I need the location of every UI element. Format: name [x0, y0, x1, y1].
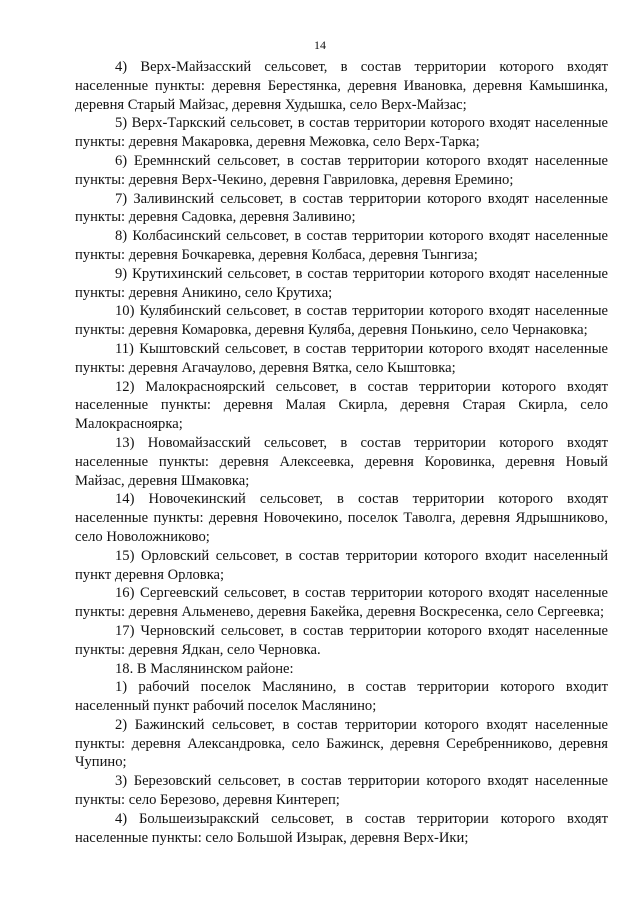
paragraph: 13) Новомайзасский сельсовет, в состав территории которого входят населенные пункты: деревня Алексеевка, деревня Коровинка, деревня Новый Майзас, деревня Шмаковка;	[75, 434, 608, 489]
paragraph: 14) Новочекинский сельсовет, в состав территории которого входят населенные пункты: деревня Новочекино, поселок Таволга, деревня Ядрышниково, село Новоложниково;	[75, 491, 608, 545]
paragraph: 7) Заливинский сельсовет, в состав территории которого входят населенные пункты: деревня Садовка, деревня Заливино;	[75, 190, 608, 226]
section-heading: 18. В Маслянинском районе:	[115, 660, 294, 677]
document-body	[75, 58, 608, 847]
page-number: 14	[314, 38, 326, 52]
paragraph: 17) Черновский сельсовет, в состав территории которого входят населенные пункты: деревня Ядкан, село Черновка.	[75, 622, 608, 658]
paragraph: 9) Крутихинский сельсовет, в состав территории которого входят населенные пункты: деревня Аникино, село Крутиха;	[75, 265, 608, 301]
paragraph: 2) Бажинский сельсовет, в состав территории которого входят населенные пункты: деревня Александровка, село Бажинск, деревня Серебренниково, деревня Чупино;	[75, 716, 608, 771]
paragraph: 4) Большеизыракский сельсовет, в состав территории которого входят населенные пункты: село Большой Изырак, деревня Верх-Ики;	[75, 810, 608, 846]
paragraph: 4) Верх-Майзасский сельсовет, в состав территории которого входят населенные пункты: деревня Берестянка, деревня Ивановка, деревня Камышинка, деревня Старый Майзас, деревня Худышка, село Верх-Майзас;	[75, 59, 608, 113]
paragraph: 1) рабочий поселок Маслянино, в состав территории которого входит населенный пункт рабочий поселок Маслянино;	[75, 679, 608, 715]
paragraph: 16) Сергеевский сельсовет, в состав территории которого входят населенные пункты: деревня Альменево, деревня Бакейка, деревня Воскресенка, село Сергеевка;	[75, 585, 608, 621]
paragraph: 5) Верх-Таркский сельсовет, в состав территории которого входят населенные пункты: деревня Макаровка, деревня Межовка, село Верх-Тарка;	[75, 115, 608, 151]
paragraph: 6) Еремннский сельсовет, в состав территории которого входят населенные пункты: деревня Верх-Чекино, деревня Гавриловка, деревня Еремино;	[75, 152, 608, 188]
paragraph: 15) Орловский сельсовет, в состав территории которого входит населенный пункт деревня Орловка;	[75, 547, 608, 583]
paragraph: 10) Кулябинский сельсовет, в состав территории которого входят населенные пункты: деревня Комаровка, деревня Куляба, деревня Понькино, село Чернаковка;	[75, 303, 608, 339]
paragraph: 8) Колбасинский сельсовет, в состав территории которого входят населенные пункты: деревня Бочкаревка, деревня Колбаса, деревня Тынгиза;	[75, 228, 608, 263]
paragraph: 3) Березовский сельсовет, в состав территории которого входят населенные пункты: село Березово, деревня Кинтереп;	[75, 773, 608, 809]
paragraph: 11) Кыштовский сельсовет, в состав территории которого входят населенные пункты: деревня Агачаулово, деревня Вятка, село Кыштовка;	[75, 340, 608, 376]
paragraph: 12) Малокрасноярский сельсовет, в состав территории которого входят населенные пункты: деревня Малая Скирла, деревня Старая Скирла, село Малокрасноярка;	[75, 378, 608, 433]
